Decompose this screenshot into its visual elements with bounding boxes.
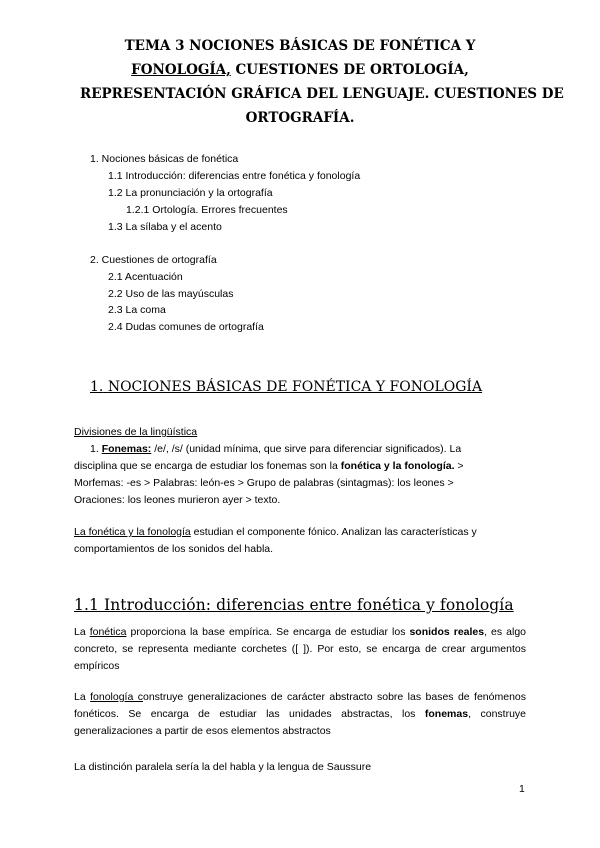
toc-item-2-4[interactable]: 2.4 Dudas comunes de ortografía [108,321,264,333]
toc-item-1-2-1[interactable]: 1.2.1 Ortología. Errores frecuentes [126,204,288,216]
fonologia-term: fonología c [90,691,143,703]
toc-item-2-3[interactable]: 2.3 La coma [108,304,166,316]
fonemas-term: Fonemas: [101,443,152,455]
divisiones-item-line-2: disciplina que se encarga de estudiar los fonemas son la fonética y la fonología. > [74,460,464,472]
paragraph-fonologia: La fonología construye generalizaciones de carácter abstracto sobre las bases de fenómenos fonéticos. Se encarga de estudiar las unidades abstractas, los fonemas, construye generalizaciones a partir de esos elementos abstractos [74,691,527,737]
document-title [80,34,564,130]
divisiones-block [74,424,526,509]
section-1-1-heading: 1.1 Introducción: diferencias entre fonética y fonología [74,596,514,614]
section-1-title: NOCIONES BÁSICAS DE FONÉTICA Y FONOLOGÍA [107,379,483,395]
fonetica-term: fonética [89,626,127,638]
divisiones-item-line-4: Oraciones: los leones murieron ayer > texto. [74,494,281,506]
divisiones-label: Divisiones de la lingüística [74,426,198,438]
section-1-heading [90,379,482,395]
list-number: 1. [90,443,99,455]
paragraph-fonetica: La fonética proporciona la base empírica. Se encarga de estudiar los sonidos reales, es algo concreto, se representa mediante corchetes ([ ]). Por esto, se encarga de crear argumentos empíricos [74,626,526,672]
toc-item-1-1[interactable]: 1.1 Introducción: diferencias entre fonética y fonología [108,170,361,182]
page-number: 1 [519,783,525,795]
divisiones-item-line-3: Morfemas: -es > Palabras: león-es > Grupo de palabras (sintagmas): los leones > [74,477,454,489]
underlined-phrase: La fonética y la fonología [74,526,191,538]
toc-item-1-3[interactable]: 1.3 La sílaba y el acento [108,221,222,233]
divisiones-item-line-1: 1. Fonemas: /e/, /s/ (unidad mínima, que sirve para diferenciar significados). La [90,443,462,455]
toc-item-2[interactable]: 2. Cuestiones de ortografía [90,254,217,266]
title-line-1: TEMA 3 NOCIONES BÁSICAS DE FONÉTICA Y [124,38,476,54]
paragraph-componente-fonico: La fonética y la fonología estudian el componente fónico. Analizan las características y comportamientos de los sonidos del habla. [74,526,477,555]
title-line-2-rest: CUESTIONES DE ORTOLOGÍA, [230,62,469,78]
sonidos-reales-term: sonidos reales [409,626,485,638]
title-line-3: REPRESENTACIÓN GRÁFICA DEL LENGUAJE. CUESTIONES DE [80,86,564,102]
fonemas-bold-term: fonemas [424,708,469,720]
title-line-4: ORTOGRAFÍA. [245,110,355,126]
title-underlined-word: FONOLOGÍA, [131,62,231,78]
toc-item-1[interactable]: 1. Nociones básicas de fonética [90,153,239,165]
toc-item-2-2[interactable]: 2.2 Uso de las mayúsculas [108,288,234,300]
title-line-2 [80,58,520,82]
paragraph-distincion: La distinción paralela sería la del habla y la lengua de Saussure [74,761,372,773]
section-1-number: 1. [90,379,104,395]
fonetica-fonologia-term: fonética y la fonología. [340,460,455,472]
toc-item-2-1[interactable]: 2.1 Acentuación [108,271,183,283]
toc-item-1-2[interactable]: 1.2 La pronunciación y la ortografía [108,187,273,199]
